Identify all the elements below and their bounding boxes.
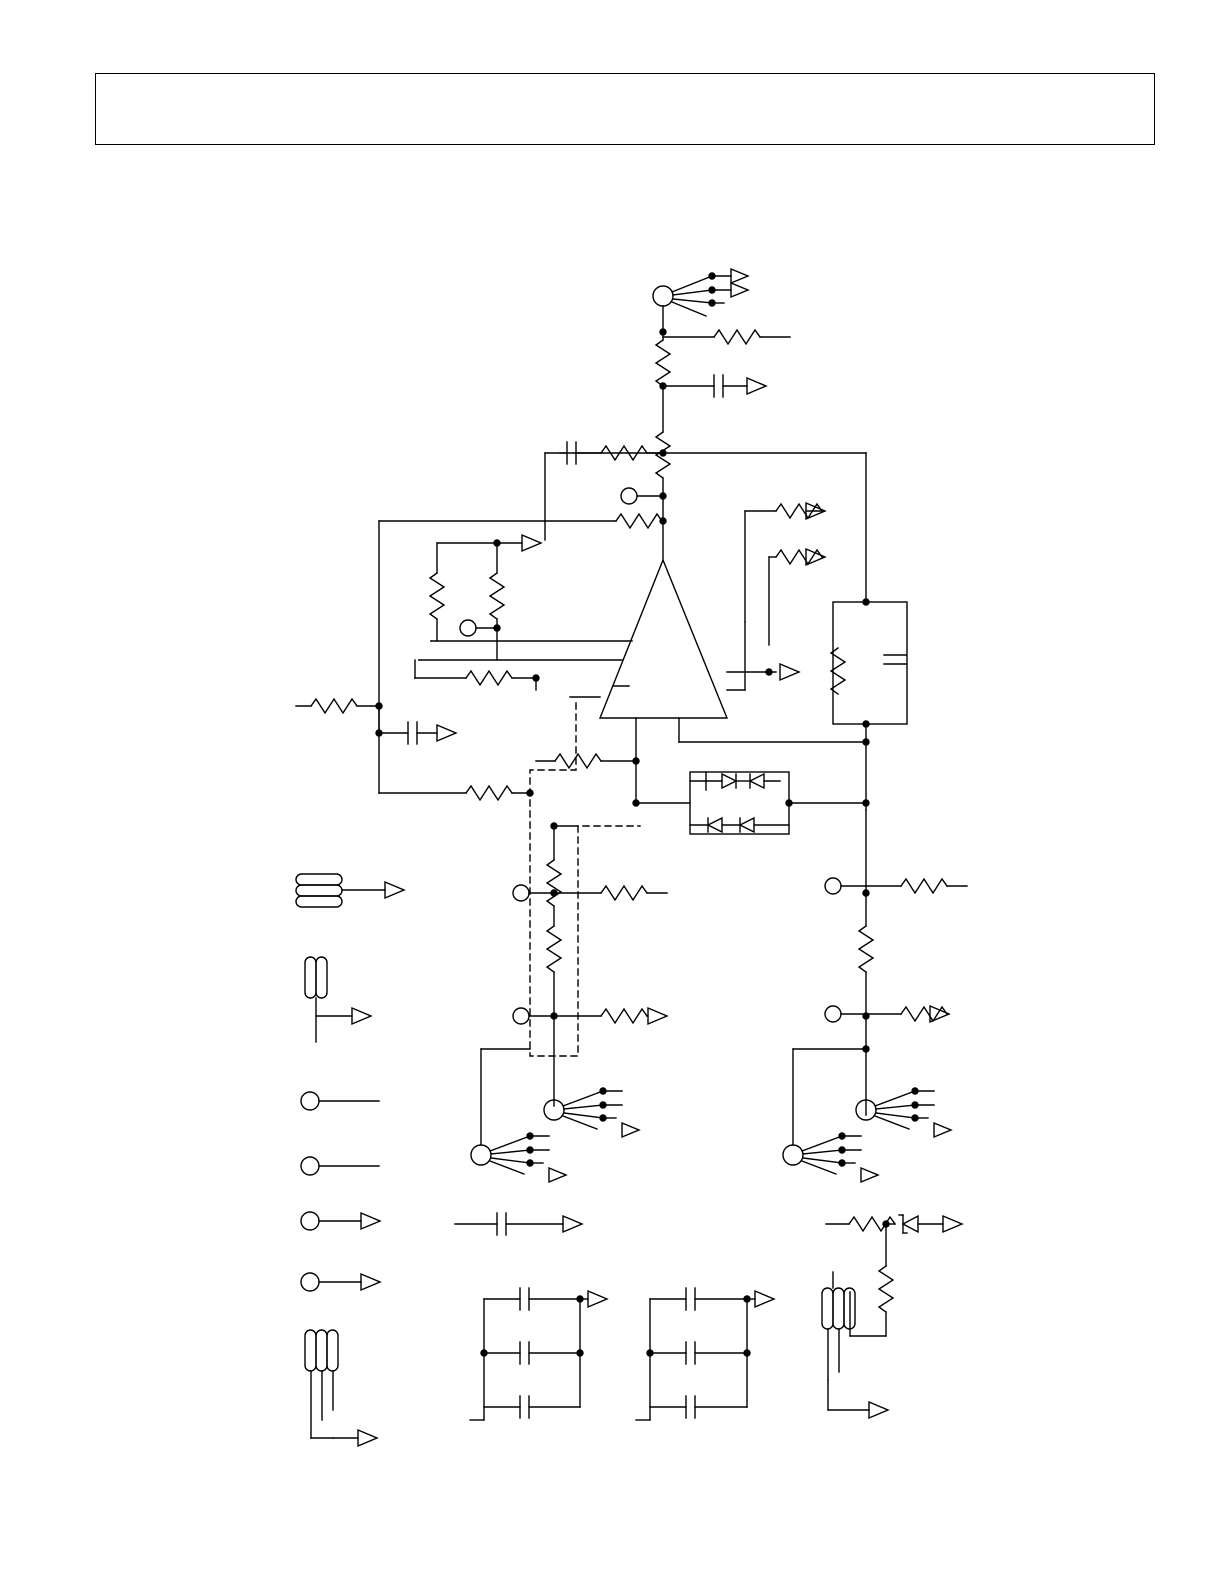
legend-coil-triple-vertical xyxy=(305,1330,377,1446)
resistor-bridge-feed xyxy=(536,718,639,803)
legend-coil-triple-horizontal xyxy=(296,874,404,907)
resistor-left-lower xyxy=(379,786,533,800)
capacitor-left-out xyxy=(379,722,456,744)
resistor-node-left xyxy=(415,671,539,690)
legend-coil-double-vertical xyxy=(305,957,371,1042)
dashed-boundary xyxy=(530,703,640,1056)
bias-string-right xyxy=(793,810,967,1145)
legend-terminal-arrow-1 xyxy=(301,1212,380,1230)
rc-block-right xyxy=(831,599,907,727)
output-resistor-2 xyxy=(769,549,825,565)
connector-lower-right-b xyxy=(856,1088,951,1137)
input-resistor-left xyxy=(296,699,382,736)
output-resistor-1 xyxy=(745,503,825,519)
connector-lower-right-a xyxy=(783,1133,878,1182)
amplifier-triangle xyxy=(600,560,727,718)
resistor-input-left xyxy=(545,514,666,528)
capacitor-ladder-1 xyxy=(470,1288,607,1420)
diode-bridge xyxy=(690,772,789,834)
zener-network xyxy=(822,1215,962,1418)
resistor-bus-upper xyxy=(656,340,670,386)
legend-terminal-circle-2 xyxy=(301,1157,379,1175)
connector-lower-left-b xyxy=(544,1088,639,1137)
capacitor-ladder-2 xyxy=(636,1288,774,1420)
resistor-top-right xyxy=(663,330,790,344)
amp-output-right xyxy=(727,664,799,680)
legend-terminal-circle-1 xyxy=(301,1092,379,1110)
connector-top xyxy=(653,269,748,316)
bias-string-left xyxy=(513,826,667,1106)
connector-lower-left-a xyxy=(471,1049,566,1182)
capacitor-branch-upper xyxy=(663,375,766,397)
test-point-1 xyxy=(621,488,666,504)
legend-terminal-arrow-2 xyxy=(301,1273,380,1291)
series-capacitor-bottom xyxy=(455,1213,582,1235)
